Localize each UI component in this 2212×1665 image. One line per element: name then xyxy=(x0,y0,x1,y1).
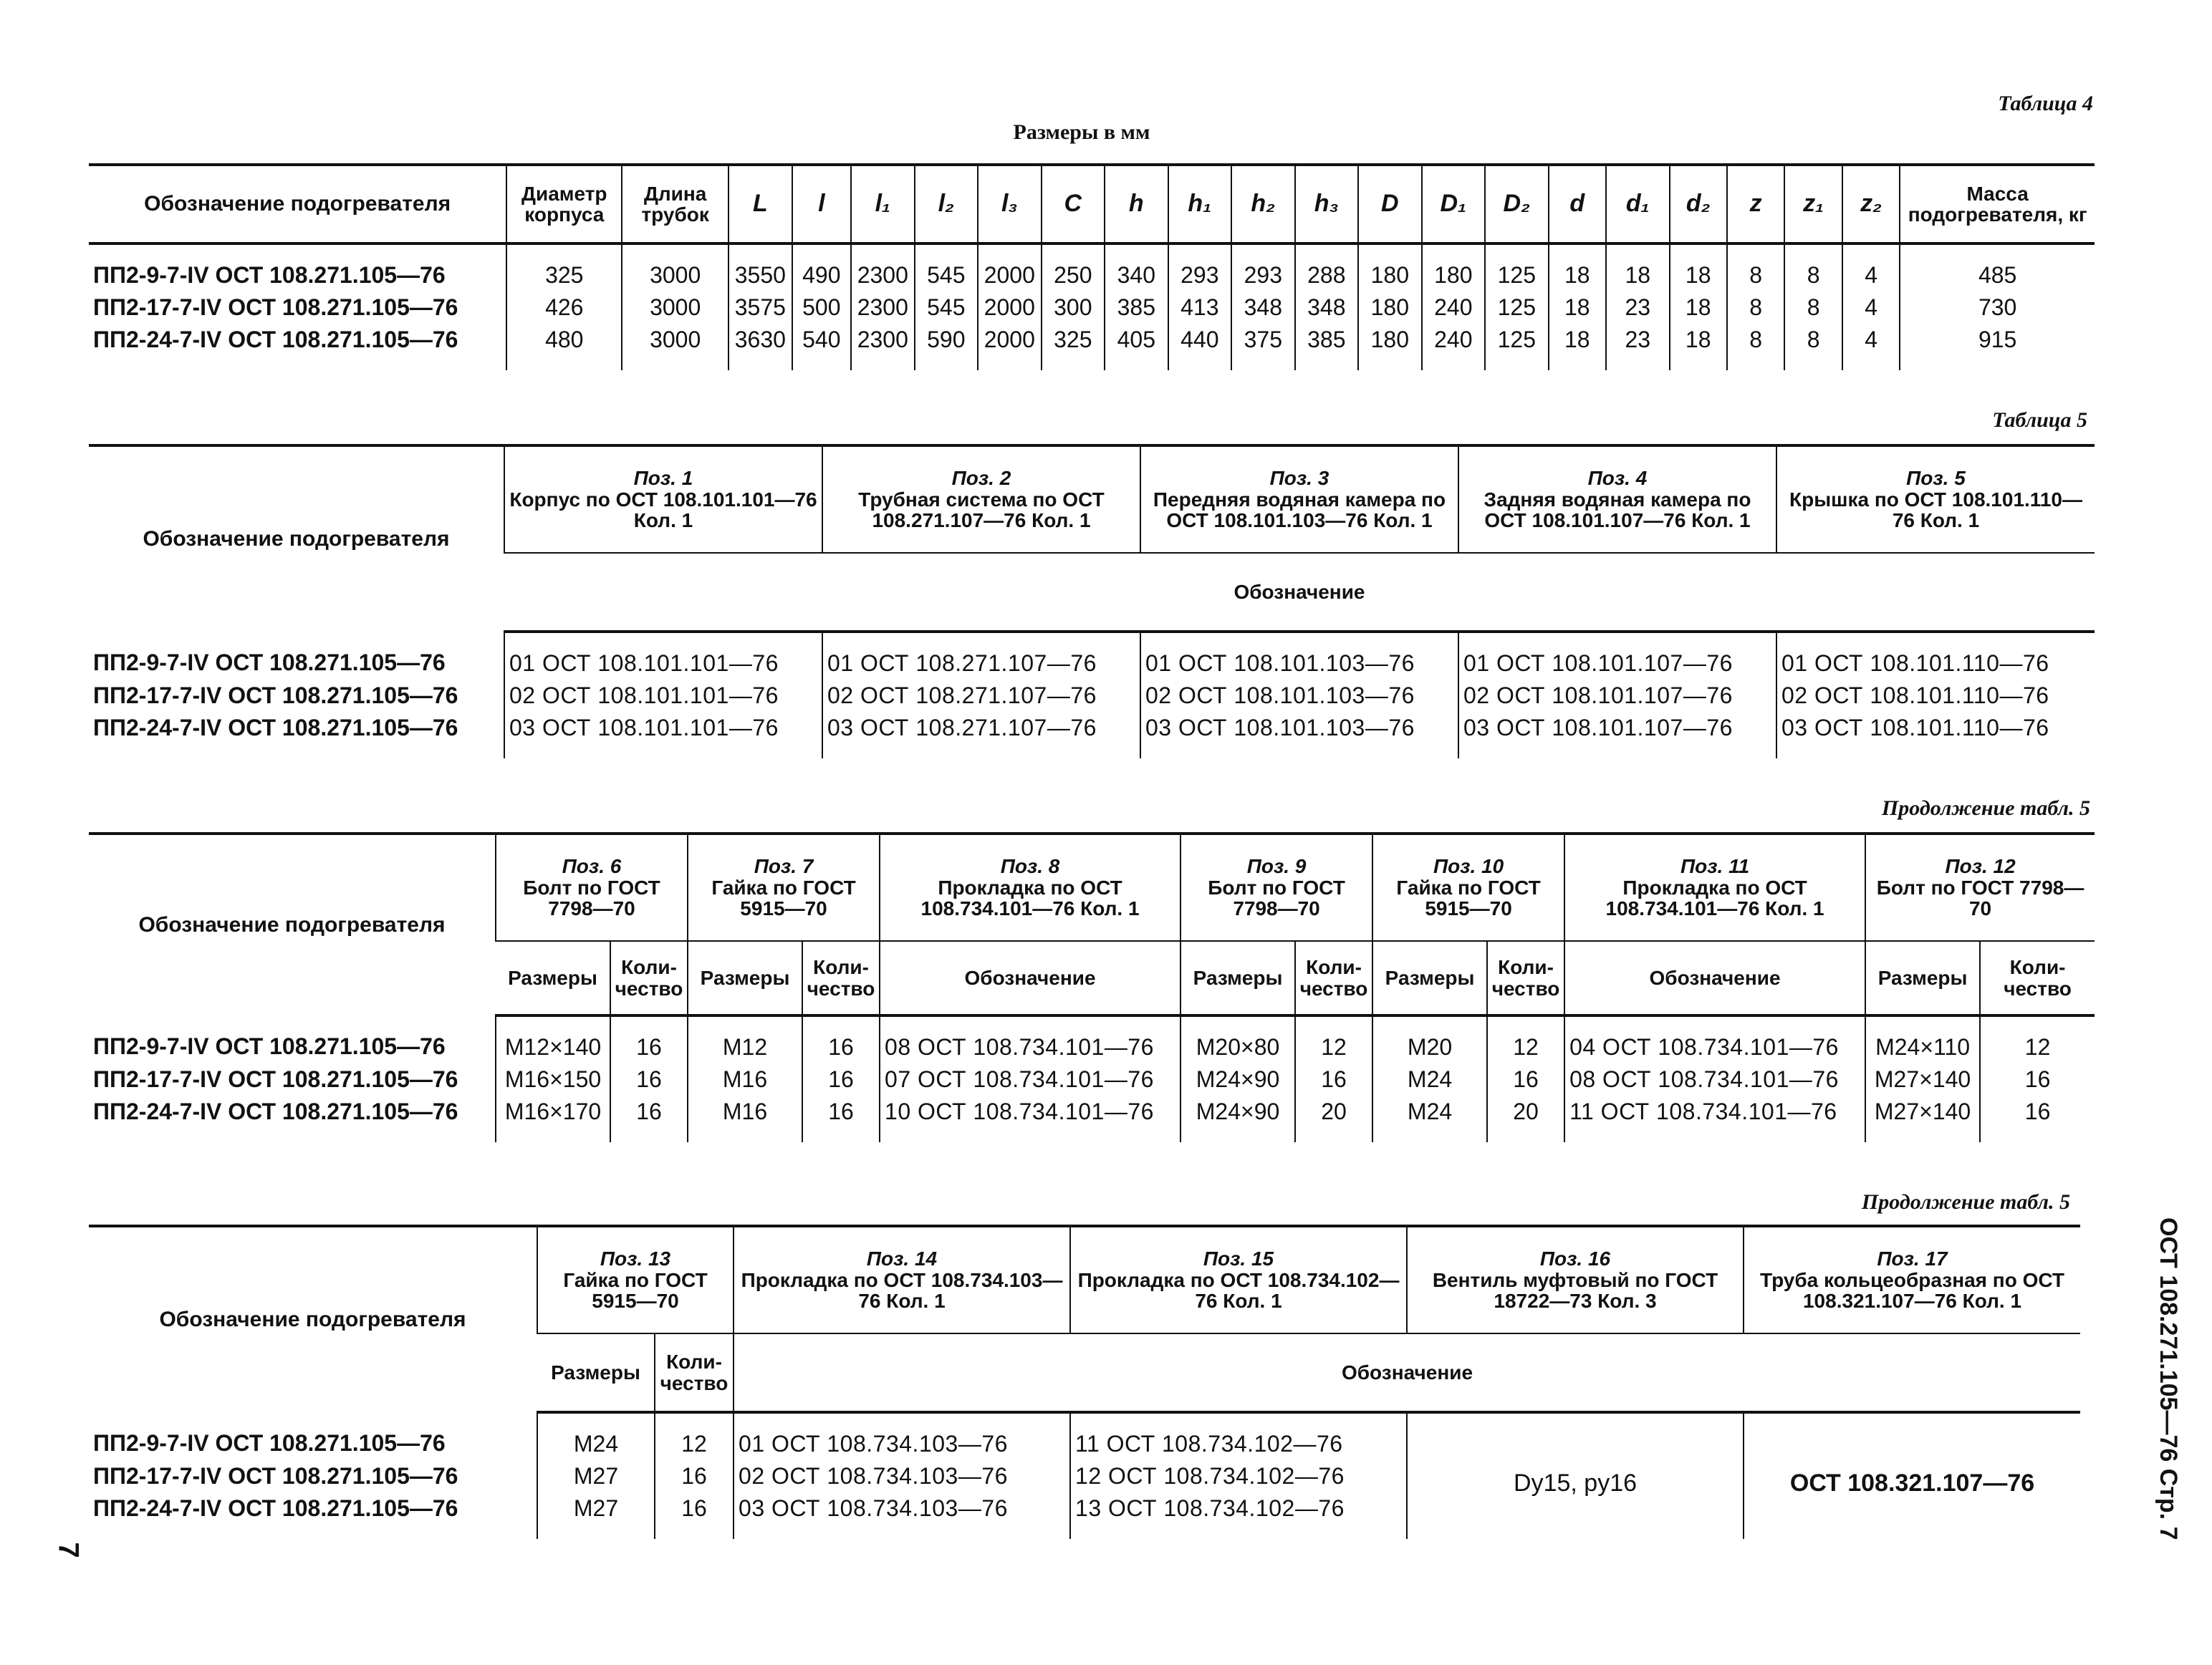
table-cell: 01 ОСТ 108.101.103—76 xyxy=(1140,632,1458,680)
table-cell: 180 xyxy=(1358,291,1422,324)
pos-label: Поз. 16 xyxy=(1539,1247,1611,1270)
table-cell: М27 xyxy=(537,1492,655,1539)
table4-header: D xyxy=(1358,165,1422,243)
table5b-group-header xyxy=(1180,834,1372,941)
table-cell: 02 ОСТ 108.101.107—76 xyxy=(1458,680,1776,712)
table-cell: 250 xyxy=(1042,243,1105,291)
table-cell: 180 xyxy=(1358,324,1422,370)
table-cell: 2300 xyxy=(851,291,915,324)
group-text: Трубная система по ОСТ 108.271.107—76 Кол. 1 xyxy=(858,488,1105,532)
qty-header: Коли-чество xyxy=(655,1333,734,1412)
pipe-cell: ОСТ 108.321.107—76 xyxy=(1744,1412,2080,1539)
table-cell: 8 xyxy=(1727,243,1784,291)
table4-header: Длина трубок xyxy=(622,165,728,243)
table-cell: 16 xyxy=(610,1063,688,1096)
page-mark: 7 xyxy=(52,1542,85,1558)
table-cell: 8 xyxy=(1784,324,1842,370)
table5b-group-header xyxy=(1564,834,1865,941)
table4-header: z₁ xyxy=(1784,165,1842,243)
table-cell: 3575 xyxy=(728,291,792,324)
table-cell: 23 xyxy=(1606,291,1670,324)
table-cell: 12 xyxy=(1980,1015,2095,1063)
table4-units: Размеры в мм xyxy=(1013,120,1150,144)
table-cell: 545 xyxy=(915,243,978,291)
table-cell: 385 xyxy=(1105,291,1168,324)
table-row xyxy=(89,1063,2095,1096)
table5-group-header xyxy=(822,445,1140,553)
designation-header: Обозначение xyxy=(1564,941,1865,1015)
table-cell: 02 ОСТ 108.101.103—76 xyxy=(1140,680,1458,712)
table-cell: М16×150 xyxy=(496,1063,610,1096)
table-cell: 485 xyxy=(1900,243,2095,291)
table-cell: ПП2-17-7-IV ОСТ 108.271.105—76 xyxy=(93,294,458,320)
table-cell: М12 xyxy=(688,1015,802,1063)
table-cell: 02 ОСТ 108.101.110—76 xyxy=(1776,680,2095,712)
table-cell: 16 xyxy=(655,1460,734,1492)
table5b-caption: Продолжение табл. 5 xyxy=(1881,796,2090,820)
table-cell: 2300 xyxy=(851,324,915,370)
table-cell: 01 ОСТ 108.101.107—76 xyxy=(1458,632,1776,680)
table-cell: 590 xyxy=(915,324,978,370)
table-cell: 426 xyxy=(506,291,622,324)
table-row xyxy=(89,291,2095,324)
table-cell: 18 xyxy=(1549,243,1606,291)
qty-header: Коли-чество xyxy=(1487,941,1564,1015)
table4 xyxy=(89,163,2095,370)
table-cell: М27×140 xyxy=(1865,1096,1980,1142)
table-cell: 3000 xyxy=(622,324,728,370)
t5-body xyxy=(89,632,2095,758)
group-text: Болт по ГОСТ 7798—70 xyxy=(523,876,660,920)
table4-header: Диаметр корпуса xyxy=(506,165,622,243)
group-text: Прокладка по ОСТ 108.734.102—76 Кол. 1 xyxy=(1077,1268,1400,1313)
table-cell: М27×140 xyxy=(1865,1063,1980,1096)
table-cell: 16 xyxy=(655,1492,734,1539)
table-cell: 3000 xyxy=(622,291,728,324)
table-cell: 18 xyxy=(1670,291,1727,324)
table5-group-header xyxy=(1140,445,1458,553)
valve-cell: Dу15, pу16 xyxy=(1407,1412,1744,1539)
group-text: Корпус по ОСТ 108.101.101—76 Кол. 1 xyxy=(509,488,817,532)
table-cell: 375 xyxy=(1231,324,1295,370)
table-cell: 16 xyxy=(610,1015,688,1063)
table-cell: М20×80 xyxy=(1180,1015,1295,1063)
table-row xyxy=(89,632,2095,680)
table5-continued-b xyxy=(89,1225,2080,1539)
pos-label: Поз. 6 xyxy=(562,855,622,878)
table-cell: 18 xyxy=(1670,243,1727,291)
group-text: Болт по ГОСТ 7798—70 xyxy=(1876,876,2084,920)
pos-label: Поз. 15 xyxy=(1203,1247,1274,1270)
group-text: Задняя водяная камера по ОСТ 108.101.107—76 Кол. 1 xyxy=(1484,488,1751,532)
table-cell: 12 ОСТ 108.734.102—76 xyxy=(1070,1460,1407,1492)
table5c-desc-header: Обозначение подогревателя xyxy=(89,1226,537,1412)
table5-group-header xyxy=(1776,445,2095,553)
table4-caption: Таблица 4 xyxy=(1998,92,2093,115)
size-header: Размеры xyxy=(1180,941,1295,1015)
group-text: Прокладка по ОСТ 108.734.101—76 Кол. 1 xyxy=(1605,876,1824,920)
table-cell: 325 xyxy=(506,243,622,291)
table-cell: 01 ОСТ 108.271.107—76 xyxy=(822,632,1140,680)
table-cell: 8 xyxy=(1727,291,1784,324)
table-cell: 125 xyxy=(1485,243,1549,291)
table-cell: 325 xyxy=(1042,324,1105,370)
table5c-caption: Продолжение табл. 5 xyxy=(1861,1190,2070,1214)
table-cell: 348 xyxy=(1295,291,1359,324)
table-cell: 240 xyxy=(1422,324,1486,370)
table-cell: ПП2-24-7-IV ОСТ 108.271.105—76 xyxy=(93,1099,458,1124)
table-cell: 4 xyxy=(1842,291,1900,324)
table-cell: 01 ОСТ 108.101.110—76 xyxy=(1776,632,2095,680)
table4-header-row xyxy=(89,165,2095,243)
table4-header: D₁ xyxy=(1422,165,1486,243)
table-cell: ПП2-24-7-IV ОСТ 108.271.105—76 xyxy=(93,715,458,740)
t4-body xyxy=(89,243,2095,370)
pos-label: Поз. 1 xyxy=(633,467,693,490)
table-cell: 730 xyxy=(1900,291,2095,324)
table-cell: 10 ОСТ 108.734.101—76 xyxy=(880,1096,1180,1142)
table-cell: 180 xyxy=(1358,243,1422,291)
qty-header: Коли-чество xyxy=(1980,941,2095,1015)
size-header: Размеры xyxy=(1865,941,1980,1015)
table-cell: 02 ОСТ 108.734.103—76 xyxy=(734,1460,1070,1492)
table-cell: 02 ОСТ 108.101.101—76 xyxy=(504,680,822,712)
table4-header: D₂ xyxy=(1485,165,1549,243)
table-cell: 23 xyxy=(1606,324,1670,370)
table-row xyxy=(89,1096,2095,1142)
table-cell: 11 ОСТ 108.734.102—76 xyxy=(1070,1412,1407,1460)
table-cell: 915 xyxy=(1900,324,2095,370)
size-header: Размеры xyxy=(1372,941,1487,1015)
table-cell: М24 xyxy=(1372,1096,1487,1142)
table-cell: ПП2-24-7-IV ОСТ 108.271.105—76 xyxy=(93,327,458,352)
table5-group-header xyxy=(1458,445,1776,553)
table-cell: ПП2-17-7-IV ОСТ 108.271.105—76 xyxy=(93,1066,458,1092)
table-cell: ПП2-9-7-IV ОСТ 108.271.105—76 xyxy=(93,1430,446,1456)
pos-label: Поз. 3 xyxy=(1269,467,1329,490)
qty-header: Коли-чество xyxy=(610,941,688,1015)
table-cell: 18 xyxy=(1549,291,1606,324)
table5-desc-header: Обозначение подогревателя xyxy=(89,445,504,632)
table4-header: l₂ xyxy=(915,165,978,243)
t5b-body xyxy=(89,1015,2095,1142)
group-text: Труба кольцеобразная по ОСТ 108.321.107—76 Кол. 1 xyxy=(1760,1268,2064,1313)
table-cell: 125 xyxy=(1485,324,1549,370)
table-cell: 8 xyxy=(1727,324,1784,370)
table5-continued-a xyxy=(89,832,2095,1142)
table-cell: 04 ОСТ 108.734.101—76 xyxy=(1564,1015,1865,1063)
pos-label: Поз. 14 xyxy=(866,1247,938,1270)
table4-header: C xyxy=(1042,165,1105,243)
group-text: Гайка по ГОСТ 5915—70 xyxy=(711,876,856,920)
group-text: Передняя водяная камера по ОСТ 108.101.103—76 Кол. 1 xyxy=(1153,488,1446,532)
table-cell: 240 xyxy=(1422,291,1486,324)
table-cell: 16 xyxy=(1980,1096,2095,1142)
table-row xyxy=(89,243,2095,291)
table-cell: М16 xyxy=(688,1063,802,1096)
table-cell: 8 xyxy=(1784,291,1842,324)
pos-label: Поз. 10 xyxy=(1433,855,1504,878)
table4-header: d₂ xyxy=(1670,165,1727,243)
table-cell: 2300 xyxy=(851,243,915,291)
table-cell: 540 xyxy=(792,324,851,370)
table4-header: d xyxy=(1549,165,1606,243)
table-cell: 545 xyxy=(915,291,978,324)
table-cell: 03 ОСТ 108.101.110—76 xyxy=(1776,712,2095,758)
side-stamp: ОСТ 108.271.105—76 Стр. 7 xyxy=(2155,1217,2182,1540)
table-cell: М24×90 xyxy=(1180,1096,1295,1142)
table-cell: 12 xyxy=(1295,1015,1372,1063)
table-cell: 16 xyxy=(802,1096,880,1142)
pos-label: Поз. 13 xyxy=(600,1247,671,1270)
table-cell: 12 xyxy=(655,1412,734,1460)
table-row xyxy=(89,1015,2095,1063)
table-cell: ПП2-24-7-IV ОСТ 108.271.105—76 xyxy=(93,1495,458,1521)
table-cell: 08 ОСТ 108.734.101—76 xyxy=(1564,1063,1865,1096)
table-cell: 20 xyxy=(1487,1096,1564,1142)
table-cell: 480 xyxy=(506,324,622,370)
table5-sub-header: Обозначение xyxy=(504,553,2095,632)
table-cell: 288 xyxy=(1295,243,1359,291)
table-cell: ПП2-9-7-IV ОСТ 108.271.105—76 xyxy=(93,262,446,288)
table-cell: М20 xyxy=(1372,1015,1487,1063)
table-cell: ПП2-17-7-IV ОСТ 108.271.105—76 xyxy=(93,1463,458,1489)
pos-label: Поз. 17 xyxy=(1877,1247,1948,1270)
designation-header: Обозначение xyxy=(734,1333,2080,1412)
group-text: Гайка по ГОСТ 5915—70 xyxy=(1396,876,1541,920)
table-cell: 18 xyxy=(1549,324,1606,370)
table-cell: М24×90 xyxy=(1180,1063,1295,1096)
table-cell: 11 ОСТ 108.734.101—76 xyxy=(1564,1096,1865,1142)
table-cell: 16 xyxy=(1980,1063,2095,1096)
size-header: Размеры xyxy=(496,941,610,1015)
table-cell: М24×110 xyxy=(1865,1015,1980,1063)
table-cell: 16 xyxy=(1295,1063,1372,1096)
table-cell: ПП2-17-7-IV ОСТ 108.271.105—76 xyxy=(93,682,458,708)
table-cell: 293 xyxy=(1168,243,1232,291)
table4-header: z xyxy=(1727,165,1784,243)
table5c-body xyxy=(89,1412,2080,1539)
table5-caption: Таблица 5 xyxy=(1992,408,2087,432)
table5b-group-header xyxy=(688,834,880,941)
qty-header: Коли-чество xyxy=(802,941,880,1015)
table-cell: 16 xyxy=(802,1015,880,1063)
table-row xyxy=(89,324,2095,370)
table-cell: 16 xyxy=(610,1096,688,1142)
table-cell: 3630 xyxy=(728,324,792,370)
table-cell: 03 ОСТ 108.734.103—76 xyxy=(734,1492,1070,1539)
table5c-group-header xyxy=(1407,1226,1744,1333)
table5c-group-header xyxy=(537,1226,734,1333)
table4-header: h₂ xyxy=(1231,165,1295,243)
table-row xyxy=(89,680,2095,712)
table4-header: l xyxy=(792,165,851,243)
table-cell: 12 xyxy=(1487,1015,1564,1063)
table-cell: 2000 xyxy=(978,291,1042,324)
table-cell: 300 xyxy=(1042,291,1105,324)
qty-header: Коли-чество xyxy=(1295,941,1372,1015)
table-cell: 07 ОСТ 108.734.101—76 xyxy=(880,1063,1180,1096)
pos-label: Поз. 2 xyxy=(951,467,1011,490)
table-cell: М16 xyxy=(688,1096,802,1142)
table5c-group-header xyxy=(1070,1226,1407,1333)
table-cell: 4 xyxy=(1842,243,1900,291)
group-text: Вентиль муфтовый по ГОСТ 18722—73 Кол. 3 xyxy=(1432,1268,1718,1313)
table-cell: 18 xyxy=(1670,324,1727,370)
table-cell: 2000 xyxy=(978,243,1042,291)
table4-header: d₁ xyxy=(1606,165,1670,243)
table-cell: М24 xyxy=(537,1412,655,1460)
table5b-header-row xyxy=(89,834,2095,941)
table5b-group-header xyxy=(1865,834,2095,941)
table-cell: М12×140 xyxy=(496,1015,610,1063)
table-cell: 16 xyxy=(802,1063,880,1096)
group-text: Прокладка по ОСТ 108.734.103—76 Кол. 1 xyxy=(741,1268,1063,1313)
table-cell: 413 xyxy=(1168,291,1232,324)
table5b-desc-header: Обозначение подогревателя xyxy=(89,834,496,1015)
table-cell: ПП2-9-7-IV ОСТ 108.271.105—76 xyxy=(93,650,446,675)
table-cell: 02 ОСТ 108.271.107—76 xyxy=(822,680,1140,712)
size-header: Размеры xyxy=(537,1333,655,1412)
group-text: Гайка по ГОСТ 5915—70 xyxy=(563,1268,708,1313)
table-cell: 3000 xyxy=(622,243,728,291)
group-text: Крышка по ОСТ 108.101.110—76 Кол. 1 xyxy=(1789,488,2082,532)
pos-label: Поз. 4 xyxy=(1587,467,1648,490)
designation-header: Обозначение xyxy=(880,941,1180,1015)
table-cell: 03 ОСТ 108.271.107—76 xyxy=(822,712,1140,758)
table-cell: М16×170 xyxy=(496,1096,610,1142)
table-cell: 03 ОСТ 108.101.101—76 xyxy=(504,712,822,758)
table-cell: 293 xyxy=(1231,243,1295,291)
table5 xyxy=(89,444,2095,758)
pos-label: Поз. 5 xyxy=(1906,467,1966,490)
table-cell: 16 xyxy=(1487,1063,1564,1096)
table-cell: 385 xyxy=(1295,324,1359,370)
table-cell: 08 ОСТ 108.734.101—76 xyxy=(880,1015,1180,1063)
table4-header: l₁ xyxy=(851,165,915,243)
table4-header: h xyxy=(1105,165,1168,243)
table4-header: l₃ xyxy=(978,165,1042,243)
table5b-group-header xyxy=(496,834,688,941)
table-cell: 01 ОСТ 108.101.101—76 xyxy=(504,632,822,680)
table5c-group-header xyxy=(1744,1226,2080,1333)
size-header: Размеры xyxy=(688,941,802,1015)
table-cell: 125 xyxy=(1485,291,1549,324)
table-cell: 20 xyxy=(1295,1096,1372,1142)
group-text: Прокладка по ОСТ 108.734.101—76 Кол. 1 xyxy=(920,876,1140,920)
pos-label: Поз. 7 xyxy=(754,855,814,878)
table-cell: 490 xyxy=(792,243,851,291)
table-cell: 03 ОСТ 108.101.103—76 xyxy=(1140,712,1458,758)
table4-header: h₃ xyxy=(1295,165,1359,243)
table-cell: 405 xyxy=(1105,324,1168,370)
table-cell: 3550 xyxy=(728,243,792,291)
table4-header: Обозначение подогревателя xyxy=(89,165,506,243)
table4-header: Масса подогревателя, кг xyxy=(1900,165,2095,243)
table-cell: 180 xyxy=(1422,243,1486,291)
table5b-group-header xyxy=(880,834,1180,941)
table-cell: М24 xyxy=(1372,1063,1487,1096)
table-cell: 340 xyxy=(1105,243,1168,291)
table-cell: 440 xyxy=(1168,324,1232,370)
pos-label: Поз. 8 xyxy=(1000,855,1060,878)
table-cell: 13 ОСТ 108.734.102—76 xyxy=(1070,1492,1407,1539)
table-cell: 348 xyxy=(1231,291,1295,324)
table-cell: 500 xyxy=(792,291,851,324)
pos-label: Поз. 12 xyxy=(1945,855,2016,878)
table-cell: ПП2-9-7-IV ОСТ 108.271.105—76 xyxy=(93,1033,446,1059)
table-cell: 4 xyxy=(1842,324,1900,370)
table-row xyxy=(89,1412,2080,1460)
table4-header: z₂ xyxy=(1842,165,1900,243)
pos-label: Поз. 11 xyxy=(1680,855,1750,878)
table4-header: L xyxy=(728,165,792,243)
table5c-group-header xyxy=(734,1226,1070,1333)
table-cell: 2000 xyxy=(978,324,1042,370)
table5-header-row xyxy=(89,445,2095,553)
table-cell: 03 ОСТ 108.101.107—76 xyxy=(1458,712,1776,758)
group-text: Болт по ГОСТ 7798—70 xyxy=(1208,876,1345,920)
table-row xyxy=(89,712,2095,758)
table5c-header-row xyxy=(89,1226,2080,1333)
table-cell: М27 xyxy=(537,1460,655,1492)
pos-label: Поз. 9 xyxy=(1246,855,1307,878)
table-cell: 8 xyxy=(1784,243,1842,291)
table5-group-header xyxy=(504,445,822,553)
table5b-group-header xyxy=(1372,834,1564,941)
table4-header: h₁ xyxy=(1168,165,1232,243)
table-cell: 01 ОСТ 108.734.103—76 xyxy=(734,1412,1070,1460)
table-cell: 18 xyxy=(1606,243,1670,291)
